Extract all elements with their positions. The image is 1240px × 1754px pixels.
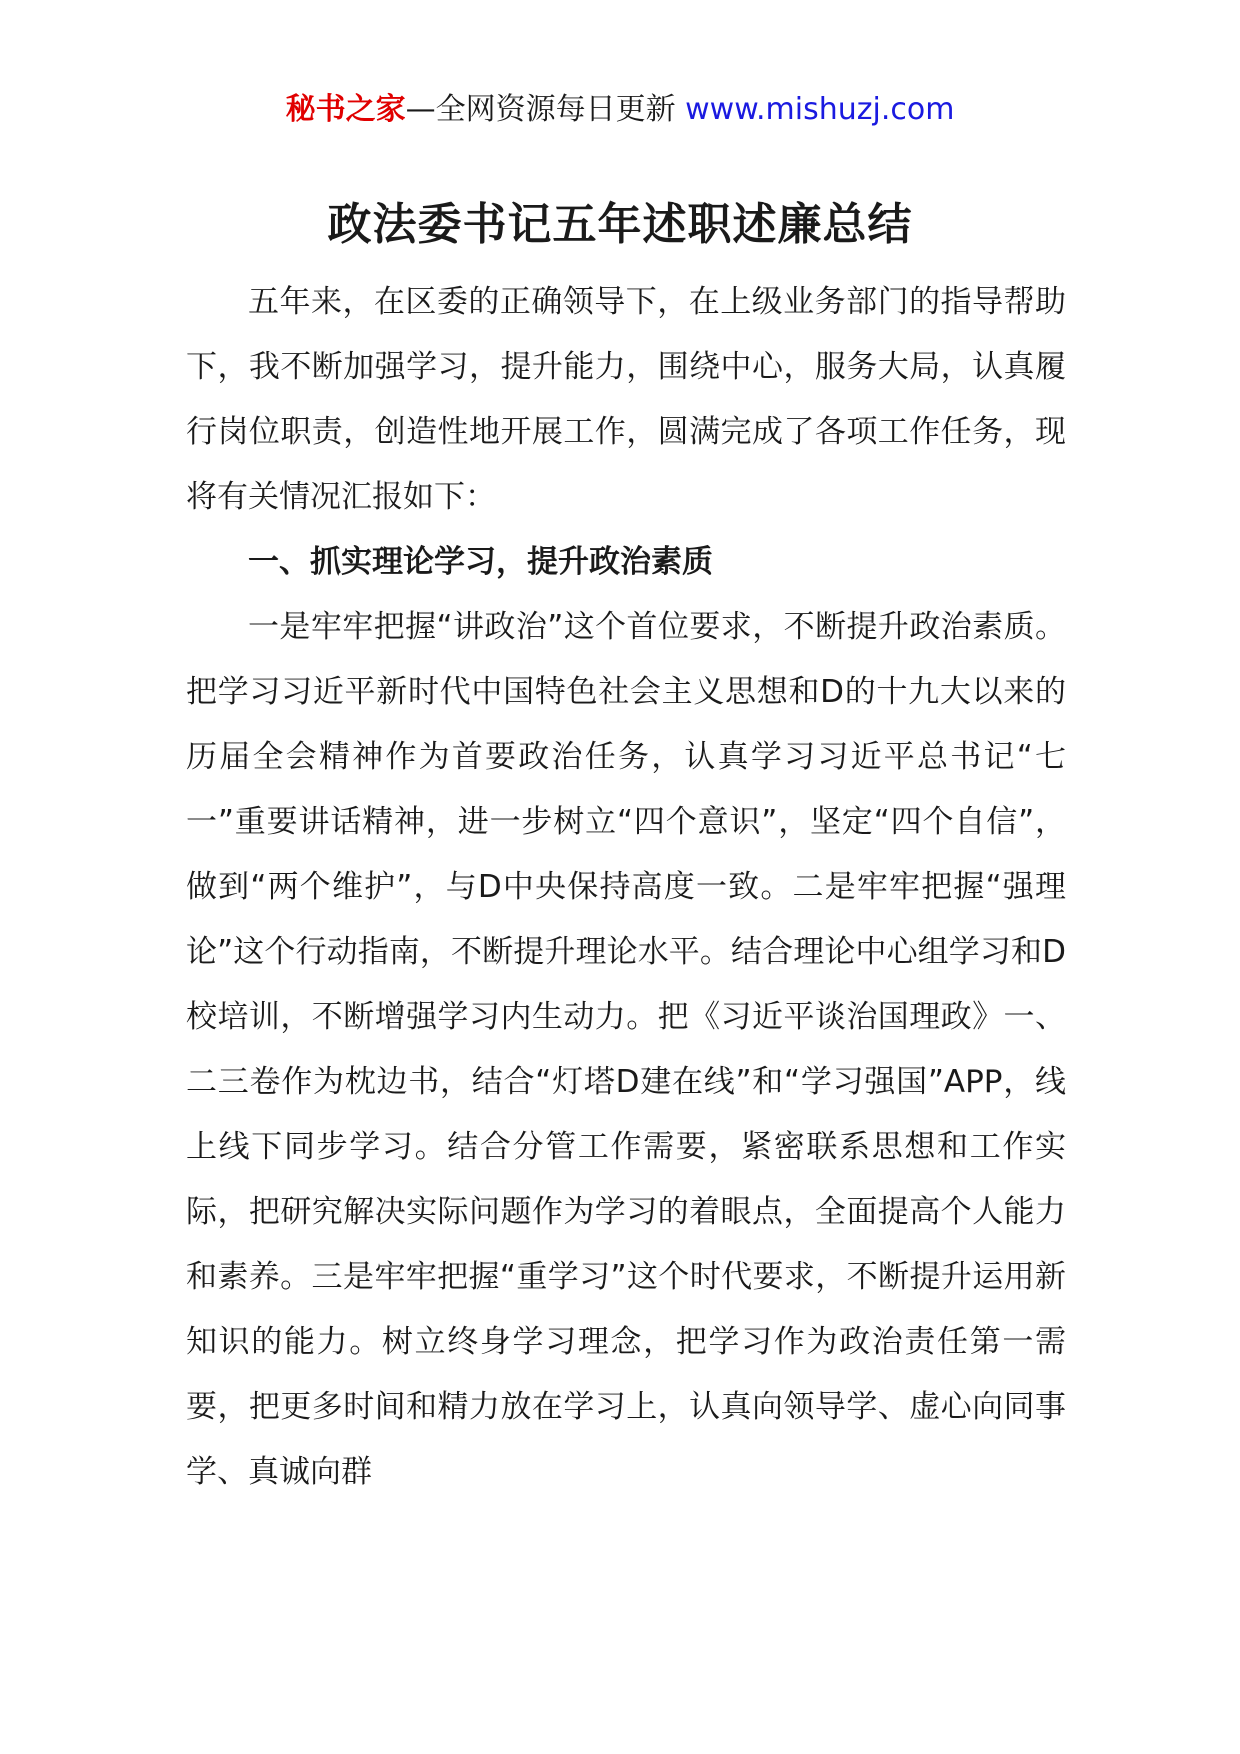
- intro-paragraph: 五年来，在区委的正确领导下，在上级业务部门的指导帮助下，我不断加强学习，提升能力，围绕中心，服务大局，认真履行岗位职责，创造性地开展工作，圆满完成了各项工作任务，现将有关情况汇报如下：: [186, 284, 1066, 515]
- header-slogan: —全网资源每日更新: [405, 92, 676, 127]
- section-paragraph: 一是牢牢把握“讲政治”这个首位要求，不断提升政治素质。把学习习近平新时代中国特色社会主义思想和D的十九大以来的历届全会精神作为首要政治任务，认真学习习近平总书记“七一”重要讲话精神，进一步树立“四个意识”，坚定“四个自信”，做到“两个维护”，与D中央保持高度一致。二是牢牢把握“强理论”这个行动指南，不断提升理论水平。结合理论中心组学习和D校培训，不断增强学习内生动力。把《习近平谈治国理政》一、二三卷作为枕边书，结合“灯塔D建在线”和“学习强国”APP，线上线下同步学习。结合分管工作需要，紧密联系思想和工作实际，把研究解决实际问题作为学习的着眼点，全面提高个人能力和素养。三是牢牢把握“重学习”这个时代要求，不断提升运用新知识的能力。树立终身学习理念，把学习作为政治责任第一需要，把更多时间和精力放在学习上，认真向领导学、虚心向同事学、真诚向群: [186, 609, 1066, 1490]
- site-url-link[interactable]: www.mishuzj.com: [685, 92, 955, 127]
- document-title: 政法委书记五年述职述廉总结: [327, 199, 913, 250]
- brand-name: 秘书之家: [285, 92, 406, 127]
- section-heading: 一、抓实理论学习，提升政治素质: [248, 544, 713, 580]
- site-header: [0, 92, 1240, 128]
- document-body: [186, 270, 1066, 1505]
